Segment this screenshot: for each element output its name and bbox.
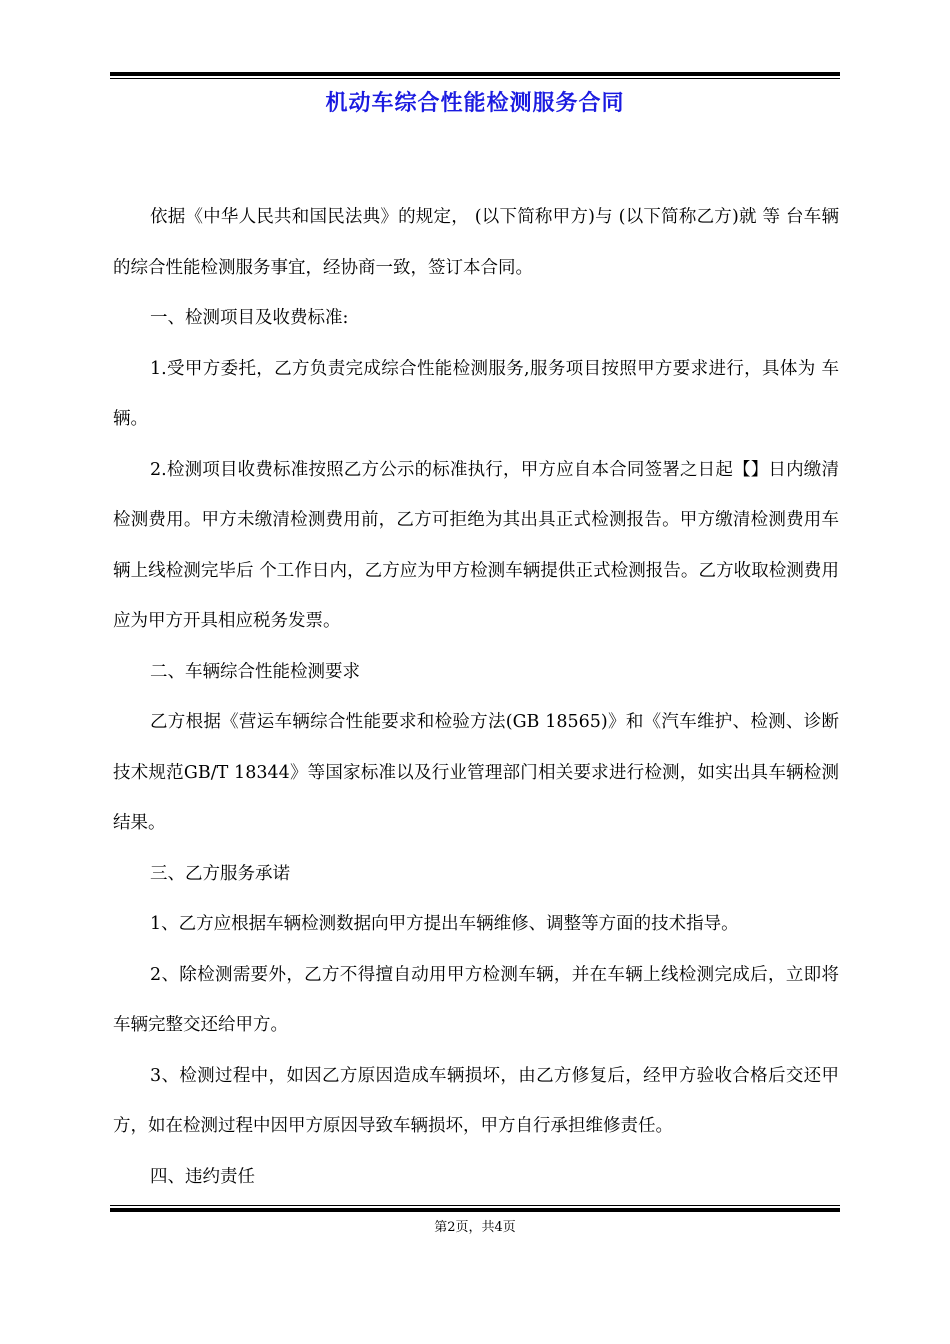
section-heading-3: 三、乙方服务承诺	[150, 863, 290, 884]
header-rule-thick	[110, 72, 840, 76]
clause-1-1: 1.受甲方委托，乙方负责完成综合性能检测服务,服务项目按照甲方要求进行，具体为 车辆。	[113, 358, 839, 429]
clause-3-1: 1、乙方应根据车辆检测数据向甲方提出车辆维修、调整等方面的技术指导。	[150, 914, 739, 934]
document-body	[113, 192, 839, 1202]
page-number: 第2页，共4页	[434, 1220, 516, 1235]
clause-3-2: 2、除检测需要外，乙方不得擅自动用甲方检测车辆，并在车辆上线检测完成后，立即将车辆完整交还给甲方。	[113, 964, 839, 1035]
document-title: 机动车综合性能检测服务合同	[325, 91, 625, 116]
clause-3-3: 3、检测过程中，如因乙方原因造成车辆损坏，由乙方修复后，经甲方验收合格后交还甲方，如在检测过程中因甲方原因导致车辆损坏，甲方自行承担维修责任。	[113, 1065, 839, 1136]
section-heading-1: 一、检测项目及收费标准:	[150, 308, 349, 328]
clause-2-body: 乙方根据《营运车辆综合性能要求和检验方法(GB 18565)》和《汽车维护、检测、诊断技术规范GB/T 18344》等国家标准以及行业管理部门相关要求进行检测，如实出具车辆检测结果。	[113, 712, 839, 833]
paragraph-intro: 依据《中华人民共和国民法典》的规定， (以下简称甲方)与 (以下简称乙方)就 等 台车辆的综合性能检测服务事宜，经协商一致，签订本合同。	[113, 207, 839, 278]
clause-1-2: 2.检测项目收费标准按照乙方公示的标准执行，甲方应自本合同签署之日起【】日内缴清检测费用。甲方未缴清检测费用前，乙方可拒绝为其出具正式检测报告。甲方缴清检测费用车辆上线检测完毕后 个工作日内，乙方应为甲方检测车辆提供正式检测报告。乙方收取检测费用应为甲方开具相应税务发票。	[113, 459, 839, 631]
footer-rule-thick	[110, 1208, 840, 1212]
section-heading-4: 四、违约责任	[150, 1166, 255, 1187]
header-rule-thin	[110, 78, 840, 79]
footer-rule-thin	[110, 1205, 840, 1206]
section-heading-2: 二、车辆综合性能检测要求	[150, 661, 360, 682]
